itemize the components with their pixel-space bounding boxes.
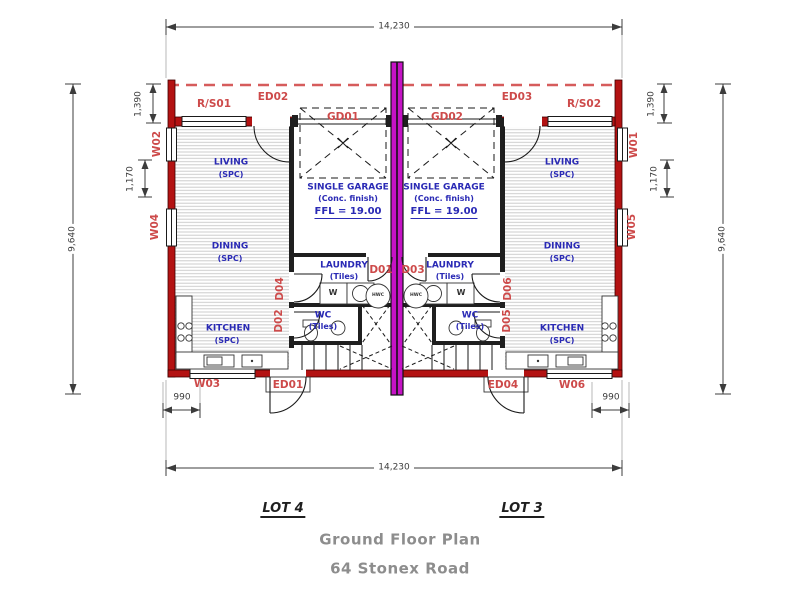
room-wc-left-finish: (Tiles) <box>308 322 338 331</box>
door-tag-gd02: GD02 <box>431 110 463 123</box>
lot-label-left: LOT 4 <box>262 501 304 516</box>
window-tag-w03: W03 <box>193 377 221 390</box>
window-tag-rs01: R/S01 <box>196 97 232 110</box>
door-tag-d06: D06 <box>501 277 514 301</box>
plan-title: Ground Floor Plan <box>319 530 481 549</box>
room-laundry-left-finish: (Tiles) <box>329 272 359 281</box>
room-garage-right-finish: (Conc. finish) <box>414 194 474 203</box>
room-wc-left: WC <box>314 310 332 321</box>
door-tag-ed01: ED01 <box>272 378 304 391</box>
party-wall <box>391 62 403 395</box>
washer-label-left: W <box>328 288 338 297</box>
room-living-right-finish: (SPC) <box>549 170 575 179</box>
room-laundry-right-finish: (Tiles) <box>435 272 465 281</box>
window-tag-w01: W01 <box>627 131 640 159</box>
room-kitchen-left: KITCHEN <box>205 323 251 334</box>
door-tag-d04: D04 <box>273 277 286 301</box>
room-wc-right-finish: (Tiles) <box>455 322 485 331</box>
door-tag-d05: D05 <box>500 309 513 333</box>
room-garage-left: SINGLE GARAGE <box>307 182 389 193</box>
dim-width-bottom: 14,230 <box>378 462 410 473</box>
door-tag-d02: D02 <box>272 309 285 333</box>
room-garage-right: SINGLE GARAGE <box>403 182 485 193</box>
room-dining-right-finish: (SPC) <box>549 254 575 263</box>
room-laundry-left: LAUNDRY <box>320 260 368 271</box>
door-tag-ed02: ED02 <box>257 90 289 103</box>
door-tag-ed03: ED03 <box>501 90 533 103</box>
dim-setback-right: 1,390 <box>646 91 657 117</box>
washer-label-right: W <box>456 288 466 297</box>
door-tag-d01: D01 <box>369 263 393 276</box>
ffl-left: FFL = 19.00 <box>314 206 382 217</box>
window-tag-w06: W06 <box>558 378 586 391</box>
dim-window-left: 1,170 <box>125 166 136 192</box>
window-tag-w05: W05 <box>625 213 638 241</box>
room-kitchen-left-finish: (SPC) <box>214 336 240 345</box>
room-wc-right: WC <box>461 310 479 321</box>
dim-height-right: 9,640 <box>717 226 728 252</box>
door-tag-gd01: GD01 <box>327 110 359 123</box>
dim-porch-left: 990 <box>173 392 191 403</box>
window-tag-w02: W02 <box>150 130 163 158</box>
room-garage-left-finish: (Conc. finish) <box>318 194 378 203</box>
lot-label-right: LOT 3 <box>501 501 543 516</box>
room-dining-left-finish: (SPC) <box>217 254 243 263</box>
room-dining-left: DINING <box>211 241 249 252</box>
room-kitchen-right-finish: (SPC) <box>549 336 575 345</box>
room-dining-right: DINING <box>543 241 581 252</box>
room-living-left: LIVING <box>213 157 249 168</box>
door-tag-d03: D03 <box>401 263 425 276</box>
hwc-label-left: HWC <box>371 292 385 298</box>
plan-address: 64 Stonex Road <box>330 559 470 578</box>
dim-setback-left: 1,390 <box>133 91 144 117</box>
window-tag-rs02: R/S02 <box>566 97 602 110</box>
hwc-label-right: HWC <box>409 292 423 298</box>
room-laundry-right: LAUNDRY <box>426 260 474 271</box>
dim-porch-right: 990 <box>602 392 620 403</box>
window-tag-w04: W04 <box>148 213 161 241</box>
room-living-right: LIVING <box>544 157 580 168</box>
room-living-left-finish: (SPC) <box>218 170 244 179</box>
dim-window-right: 1,170 <box>649 166 660 192</box>
door-tag-ed04: ED04 <box>487 378 519 391</box>
room-kitchen-right: KITCHEN <box>539 323 585 334</box>
dim-width-top: 14,230 <box>378 21 410 32</box>
ffl-right: FFL = 19.00 <box>410 206 478 217</box>
dim-height-left: 9,640 <box>67 226 78 252</box>
